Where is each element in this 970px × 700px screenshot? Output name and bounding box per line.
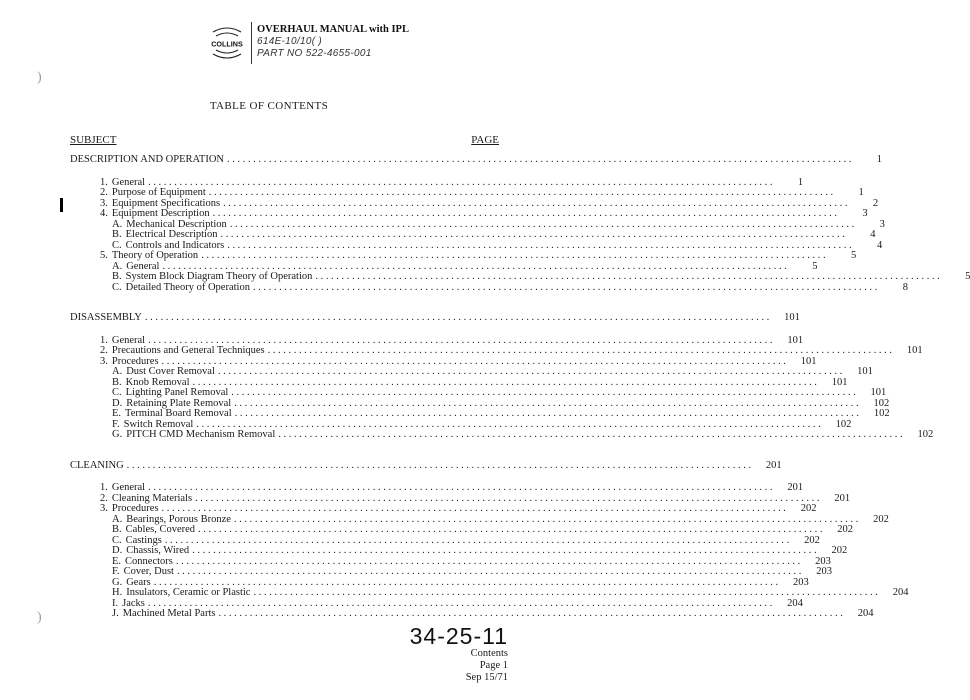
dot-leader: ........................................................................................................................ <box>148 334 776 346</box>
toc-entry <box>112 408 890 419</box>
toc-entry <box>100 482 804 493</box>
toc-entry-title: Lighting Panel Removal <box>125 387 229 398</box>
dot-leader: ........................................................................................................................ <box>253 587 881 598</box>
toc-entry <box>112 534 820 546</box>
toc-entry-title: Detailed Theory of Operation <box>125 281 250 293</box>
toc-entry-number: 1. <box>100 334 108 346</box>
toc-entry-title: DESCRIPTION AND OPERATION <box>70 154 225 165</box>
header-text <box>257 23 409 59</box>
toc-section <box>70 312 800 323</box>
toc-entry-title: Retaining Plate Removal <box>126 397 232 409</box>
toc-entry-page: 202 <box>831 545 848 556</box>
toc-entry-page: 204 <box>857 608 874 619</box>
toc-entry <box>100 197 879 209</box>
toc-entry-number: E. <box>112 408 122 419</box>
toc-entry-title: Insulators, Ceramic or Plastic <box>126 587 251 598</box>
toc-entry-title: Precautions and General Techniques <box>111 345 265 356</box>
toc-entry-page: 203 <box>792 576 809 588</box>
toc-entry-number: B. <box>112 524 122 535</box>
toc-entry <box>100 492 851 504</box>
dot-leader: ........................................................................................................................ <box>198 524 826 535</box>
toc-entry-title: Purpose of Equipment <box>111 187 206 198</box>
toc-entry-number: C. <box>112 281 122 293</box>
toc-entry <box>100 250 857 261</box>
toc-entry-number: A. <box>112 366 123 377</box>
toc-section <box>70 154 883 165</box>
toc-entry-title: PITCH CMD Mechanism Removal <box>126 429 276 440</box>
dot-leader: ........................................................................................................................ <box>164 534 792 546</box>
toc-entry-number: 3. <box>100 503 108 514</box>
toc-entry-title: Equipment Specifications <box>111 197 221 209</box>
toc-entry-title: Terminal Board Removal <box>125 408 232 419</box>
toc-entry-page: 4 <box>870 229 876 240</box>
toc-entry-title: Bearings, Porous Bronze <box>126 513 231 525</box>
dot-leader: ........................................................................................................................ <box>315 271 943 282</box>
dot-leader: ........................................................................................................................ <box>201 250 829 261</box>
dot-leader: ........................................................................................................................ <box>161 503 789 514</box>
dot-leader: ........................................................................................................................ <box>234 408 862 419</box>
toc-entry-page: 3 <box>879 218 885 230</box>
dot-leader: ........................................................................................................................ <box>126 459 754 471</box>
toc-entry-title: Theory of Operation <box>111 250 199 261</box>
dot-leader: ........................................................................................................................ <box>196 418 824 430</box>
toc-entry-title: Machined Metal Parts <box>122 608 216 619</box>
toc-entry <box>112 366 873 377</box>
toc-entry-number: B. <box>112 376 122 388</box>
toc-entry <box>112 555 831 567</box>
header-divider <box>251 22 252 64</box>
dot-leader: ........................................................................................................................ <box>234 397 862 409</box>
toc-entry <box>112 597 803 609</box>
toc-entry-page: 101 <box>831 376 848 388</box>
dot-leader: ........................................................................................................................ <box>162 260 790 272</box>
toc-entry-page: 202 <box>800 503 817 514</box>
toc-entry <box>100 176 804 188</box>
toc-entry-title: Dust Cover Removal <box>126 366 215 377</box>
toc-entry-title: CLEANING <box>70 459 124 471</box>
toc-entry <box>112 576 809 588</box>
toc-entry-number: 2. <box>100 187 108 198</box>
change-bar <box>60 198 63 212</box>
dot-leader: ........................................................................................................................ <box>217 366 845 377</box>
toc-entry <box>112 513 889 525</box>
toc-entry-number: 1. <box>100 176 108 188</box>
toc-entry-title: Electrical Description <box>125 229 218 240</box>
toc-entry-title: General <box>111 334 146 346</box>
toc-entry-page: 5 <box>812 260 818 272</box>
toc-entry-page: 204 <box>787 597 803 609</box>
dot-leader: ........................................................................................................................ <box>252 281 880 293</box>
pen-mark: ) <box>37 610 42 625</box>
toc-entry <box>112 566 832 577</box>
pen-mark: ) <box>37 70 42 85</box>
dot-leader: ........................................................................................................................ <box>233 513 861 525</box>
toc-entry <box>112 524 854 535</box>
toc-entry <box>100 208 868 219</box>
dot-leader: ........................................................................................................................ <box>220 229 848 240</box>
toc-entry-page: 101 <box>870 387 887 398</box>
dot-leader: ........................................................................................................................ <box>231 387 859 398</box>
toc-entry-page: 1 <box>876 154 883 165</box>
toc-entry <box>112 376 848 388</box>
part-number: PART NO 522-4655-001 <box>257 47 372 59</box>
toc-entry-page: 101 <box>787 334 804 346</box>
toc-entry <box>112 397 890 409</box>
toc-entry <box>112 608 874 619</box>
toc-entry-title: Gears <box>126 576 151 588</box>
toc-entry-number: A. <box>112 218 123 230</box>
toc-entry-title: Mechanical Description <box>126 218 227 230</box>
dot-leader: ........................................................................................................................ <box>148 482 776 493</box>
toc-entry-number: 4. <box>100 208 108 219</box>
toc-entry-page: 5 <box>965 271 970 282</box>
dot-leader: ........................................................................................................................ <box>175 555 803 567</box>
toc-section <box>70 459 782 471</box>
toc-entry-page: 203 <box>815 555 831 567</box>
toc-entry-number: 3. <box>100 355 108 367</box>
toc-entry <box>100 334 804 346</box>
toc-entry-title: Equipment Description <box>111 208 210 219</box>
toc-entry-page: 4 <box>876 239 883 251</box>
toc-entry-page: 102 <box>873 408 890 419</box>
dot-leader: ........................................................................................................................ <box>227 239 855 251</box>
dot-leader: ........................................................................................................................ <box>267 345 895 356</box>
dot-leader: ........................................................................................................................ <box>192 376 820 388</box>
toc-entry-number: B. <box>112 229 122 240</box>
section-code: 34-25-11 <box>409 623 508 649</box>
toc-entry <box>112 271 970 282</box>
toc-entry-title: Procedures <box>111 355 159 367</box>
toc-entry-title: Chassis, Wired <box>126 545 190 556</box>
toc-entry-page: 1 <box>858 187 864 198</box>
toc-entry-page: 102 <box>917 429 934 440</box>
dot-leader: ........................................................................................................................ <box>218 608 846 619</box>
toc-entry-number: C. <box>112 534 122 546</box>
toc-entry-title: Castings <box>125 534 162 546</box>
toc-entry-number: F. <box>112 566 120 577</box>
dot-leader: ........................................................................................................................ <box>278 429 906 440</box>
toc-entry <box>100 355 817 367</box>
toc-entry <box>112 418 852 430</box>
toc-entry <box>112 429 934 440</box>
toc-entry-number: A. <box>112 513 123 525</box>
toc-entry-number: C. <box>112 387 122 398</box>
toc-entry-title: General <box>111 482 146 493</box>
toc-entry-title: Cleaning Materials <box>111 492 193 504</box>
toc-entry-number: G. <box>112 576 123 588</box>
toc-entry-number: C. <box>112 239 122 251</box>
toc-entry-number: F. <box>112 418 120 430</box>
toc-entry-number: A. <box>112 260 123 272</box>
toc-entry-page: 2 <box>872 197 879 209</box>
dot-leader: ........................................................................................................................ <box>212 208 840 219</box>
footer-date: Sep 15/71 <box>465 672 508 683</box>
toc-entry-page: 102 <box>835 418 852 430</box>
toc-entry-page: 202 <box>873 513 889 525</box>
toc-entry-page: 102 <box>873 397 890 409</box>
toc-entry-number: 2. <box>100 345 108 356</box>
dot-leader: ........................................................................................................................ <box>161 355 789 367</box>
toc-entry-number: 5. <box>100 250 108 261</box>
dot-leader: ........................................................................................................................ <box>153 576 781 588</box>
dot-leader: ........................................................................................................................ <box>192 545 820 556</box>
toc-entry-page: 1 <box>797 176 804 188</box>
toc-entry-page: 203 <box>816 566 832 577</box>
toc-entry-page: 3 <box>862 208 868 219</box>
toc-entry-number: D. <box>112 545 123 556</box>
toc-entry-page: 201 <box>834 492 851 504</box>
toc-entry <box>112 260 818 272</box>
toc-entry-page: 204 <box>892 587 909 598</box>
collins-logo-icon <box>203 22 251 64</box>
toc-entry-page: 202 <box>837 524 854 535</box>
toc-entry <box>112 587 909 598</box>
toc-entry-number: I. <box>112 597 119 609</box>
toc-entry-title: Connectors <box>125 555 173 567</box>
toc-entry-number: J. <box>112 608 119 619</box>
toc-entry-page: 101 <box>906 345 923 356</box>
toc-entry-title: Jacks <box>122 597 145 609</box>
toc-entry <box>112 218 885 230</box>
footer-page: Page 1 <box>479 660 508 671</box>
toc-entry-number: B. <box>112 271 122 282</box>
toc-entry-page: 8 <box>902 281 908 293</box>
toc-entry-page: 5 <box>850 250 857 261</box>
toc-entry-title: Knob Removal <box>125 376 190 388</box>
toc-entry-title: System Block Diagram Theory of Operation <box>125 271 313 282</box>
dot-leader: ........................................................................................................................ <box>195 492 823 504</box>
toc-entry-number: E. <box>112 555 122 567</box>
toc-entry-title: General <box>126 260 160 272</box>
model-number: 614E-10/10( ) <box>257 36 323 47</box>
dot-leader: ........................................................................................................................ <box>208 187 836 198</box>
toc-entry-number: G. <box>112 429 123 440</box>
manual-title: OVERHAUL MANUAL with IPL <box>257 24 409 35</box>
toc-entry-title: Switch Removal <box>123 418 194 430</box>
logo-text: COLLINS <box>211 39 243 49</box>
toc-entry-title: Controls and Indicators <box>125 239 225 251</box>
toc-entry-number: H. <box>112 587 123 598</box>
toc-entry-title: Cables, Covered <box>125 524 196 535</box>
page-footer <box>410 624 508 684</box>
dot-leader: ........................................................................................................................ <box>227 154 855 165</box>
toc-entry-number: D. <box>112 397 123 409</box>
toc-entry <box>112 281 908 293</box>
toc-entry-title: Procedures <box>111 503 159 514</box>
dot-leader: ........................................................................................................................ <box>176 566 804 577</box>
toc-entry <box>100 503 817 514</box>
toc-entry-title: Cover, Dust <box>123 566 174 577</box>
subject-column-header: SUBJECT <box>70 134 117 146</box>
toc-entry-page: 101 <box>784 312 800 323</box>
footer-section: Contents <box>470 648 508 659</box>
dot-leader: ........................................................................................................................ <box>144 312 772 323</box>
dot-leader: ........................................................................................................................ <box>223 197 851 209</box>
toc-entry <box>112 545 848 556</box>
toc-entry-page: 101 <box>857 366 873 377</box>
dot-leader: ........................................................................................................................ <box>229 218 857 230</box>
page-heading: TABLE OF CONTENTS <box>209 100 329 112</box>
toc-entry-page: 202 <box>804 534 820 546</box>
toc-entry-page: 201 <box>765 459 782 471</box>
page-column-header: PAGE <box>471 134 499 146</box>
toc-entry <box>100 345 923 356</box>
dot-leader: ........................................................................................................................ <box>147 597 775 609</box>
toc-entry-number: 3. <box>100 197 108 209</box>
dot-leader: ........................................................................................................................ <box>148 176 776 188</box>
toc-entry <box>112 387 887 398</box>
document-header <box>203 22 423 64</box>
toc-entry-page: 201 <box>787 482 804 493</box>
toc-entry-title: DISASSEMBLY <box>70 312 142 323</box>
toc-entry <box>112 239 883 251</box>
toc-entry-number: 1. <box>100 482 108 493</box>
toc-entry-page: 101 <box>800 355 817 367</box>
toc-entry <box>112 229 876 240</box>
toc-entry-title: General <box>111 176 146 188</box>
toc-entry-number: 2. <box>100 492 108 504</box>
toc-entry <box>100 187 864 198</box>
